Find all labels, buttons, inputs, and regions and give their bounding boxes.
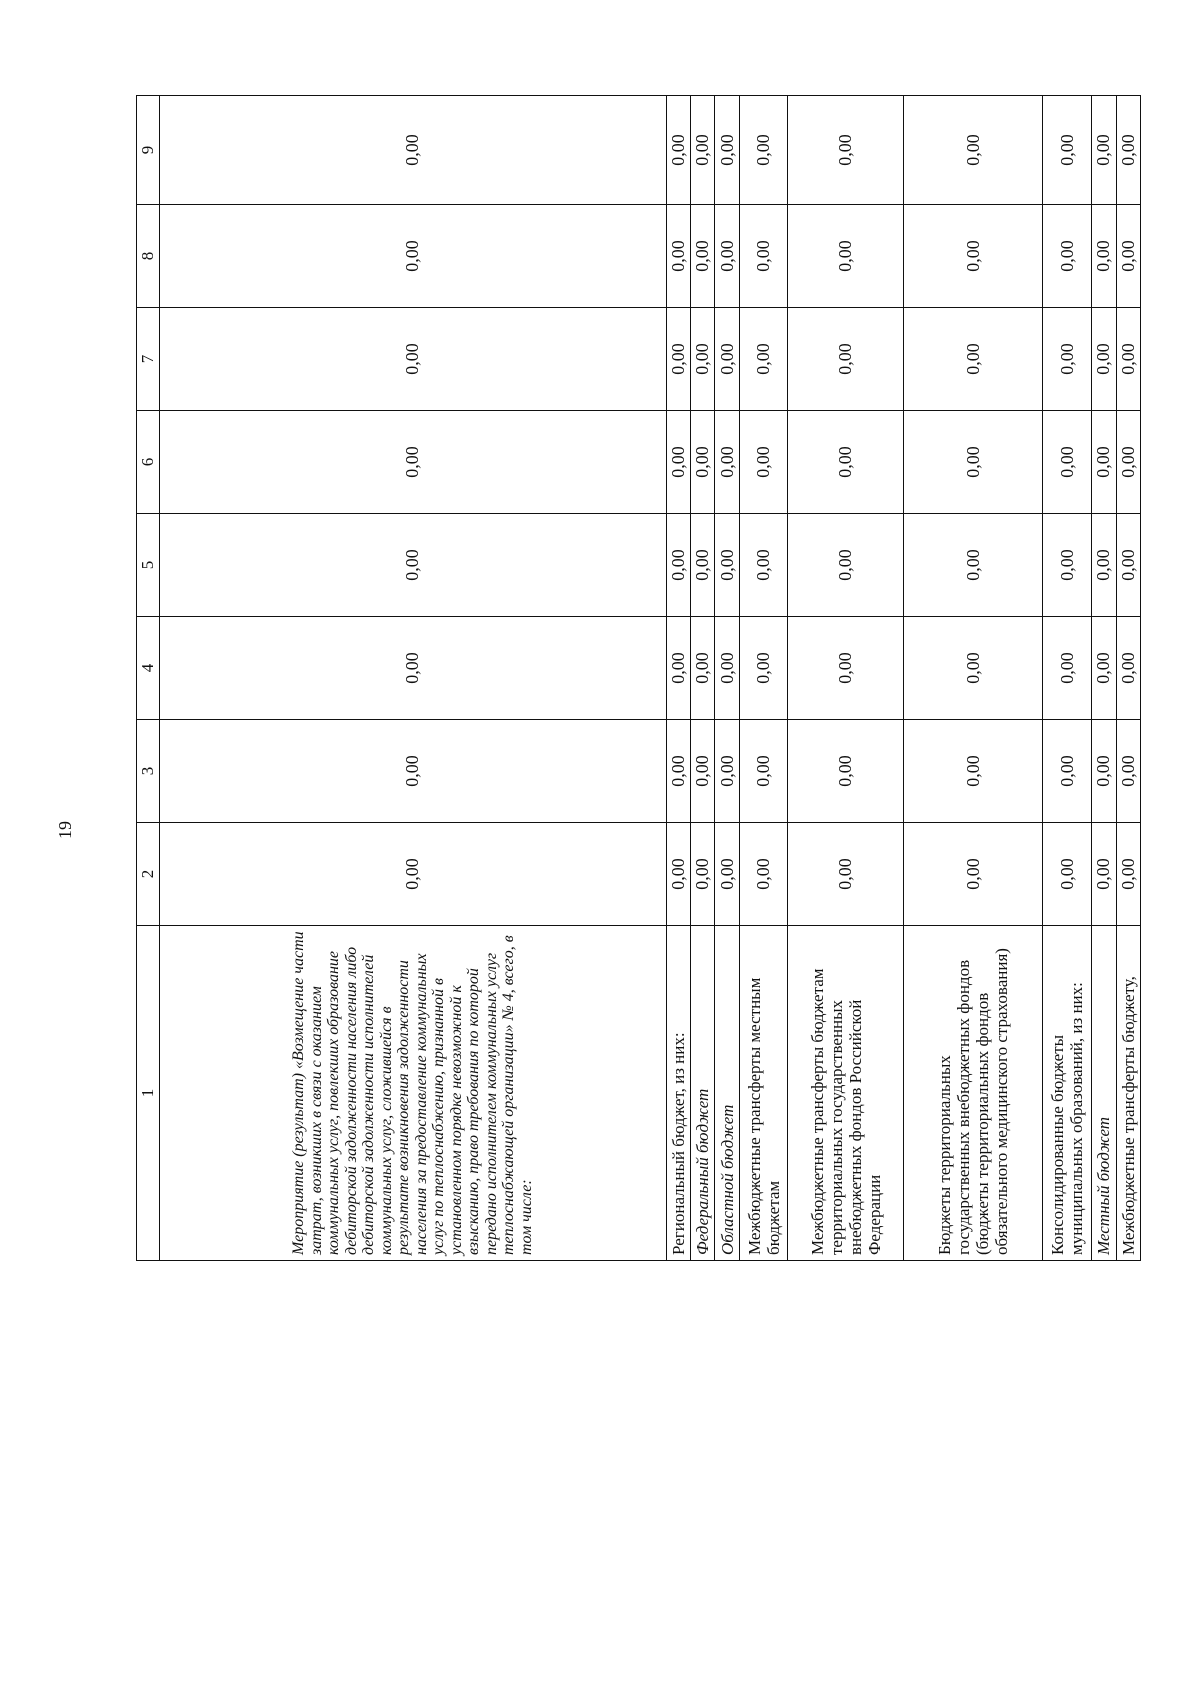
row-value: 0,00 bbox=[666, 308, 690, 411]
row-value: 0,00 bbox=[1116, 411, 1140, 514]
row-value: 0,00 bbox=[788, 411, 903, 514]
table-row bbox=[788, 96, 903, 1261]
row-value: 0,00 bbox=[666, 514, 690, 617]
row-value: 0,00 bbox=[903, 823, 1043, 926]
row-value: 0,00 bbox=[788, 720, 903, 823]
row-value: 0,00 bbox=[666, 617, 690, 720]
row-value: 0,00 bbox=[739, 308, 788, 411]
row-value: 0,00 bbox=[666, 96, 690, 205]
row-value: 0,00 bbox=[1092, 411, 1116, 514]
rotated-table-wrapper bbox=[136, 96, 1141, 1261]
header-row bbox=[137, 96, 160, 1261]
row-value: 0,00 bbox=[903, 617, 1043, 720]
row-value: 0,00 bbox=[715, 411, 739, 514]
row-value: 0,00 bbox=[903, 308, 1043, 411]
row-value: 0,00 bbox=[1092, 823, 1116, 926]
row-value: 0,00 bbox=[1116, 96, 1140, 205]
row-value: 0,00 bbox=[690, 617, 714, 720]
row-value: 0,00 bbox=[788, 617, 903, 720]
row-value: 0,00 bbox=[1116, 308, 1140, 411]
table-body bbox=[160, 96, 1141, 1261]
row-value: 0,00 bbox=[690, 720, 714, 823]
row-value: 0,00 bbox=[739, 617, 788, 720]
row-name: Местный бюджет bbox=[1092, 926, 1116, 1261]
row-value: 0,00 bbox=[666, 411, 690, 514]
row-value: 0,00 bbox=[1092, 308, 1116, 411]
row-value: 0,00 bbox=[739, 514, 788, 617]
row-value: 0,00 bbox=[666, 720, 690, 823]
row-value: 0,00 bbox=[788, 96, 903, 205]
row-value: 0,00 bbox=[1092, 514, 1116, 617]
row-value: 0,00 bbox=[160, 617, 667, 720]
row-value: 0,00 bbox=[1092, 205, 1116, 308]
row-value: 0,00 bbox=[160, 823, 667, 926]
row-value: 0,00 bbox=[160, 411, 667, 514]
row-value: 0,00 bbox=[666, 823, 690, 926]
row-name: Межбюджетные трансферты местным бюджетам bbox=[739, 926, 788, 1261]
table-row bbox=[666, 96, 690, 1261]
row-value: 0,00 bbox=[160, 205, 667, 308]
row-value: 0,00 bbox=[690, 96, 714, 205]
row-value: 0,00 bbox=[715, 617, 739, 720]
row-value: 0,00 bbox=[715, 720, 739, 823]
row-name: Областной бюджет bbox=[715, 926, 739, 1261]
row-value: 0,00 bbox=[1092, 617, 1116, 720]
row-value: 0,00 bbox=[715, 308, 739, 411]
row-name: Межбюджетные трансферты бюджету, bbox=[1116, 926, 1140, 1261]
row-value: 0,00 bbox=[715, 823, 739, 926]
table-row bbox=[903, 96, 1043, 1261]
row-value: 0,00 bbox=[739, 720, 788, 823]
column-header: 1 bbox=[137, 926, 160, 1261]
row-value: 0,00 bbox=[1043, 96, 1092, 205]
row-value: 0,00 bbox=[903, 720, 1043, 823]
table-row bbox=[1092, 96, 1116, 1261]
row-value: 0,00 bbox=[715, 205, 739, 308]
row-value: 0,00 bbox=[1116, 514, 1140, 617]
row-value: 0,00 bbox=[666, 205, 690, 308]
row-value: 0,00 bbox=[739, 205, 788, 308]
row-value: 0,00 bbox=[690, 411, 714, 514]
row-value: 0,00 bbox=[903, 514, 1043, 617]
row-value: 0,00 bbox=[690, 514, 714, 617]
row-value: 0,00 bbox=[690, 205, 714, 308]
table-row bbox=[1116, 96, 1140, 1261]
budget-table bbox=[136, 95, 1141, 1261]
row-value: 0,00 bbox=[715, 514, 739, 617]
row-value: 0,00 bbox=[1116, 823, 1140, 926]
row-value: 0,00 bbox=[1043, 617, 1092, 720]
column-header: 9 bbox=[137, 96, 160, 205]
row-value: 0,00 bbox=[739, 96, 788, 205]
column-header: 2 bbox=[137, 823, 160, 926]
row-value: 0,00 bbox=[715, 96, 739, 205]
column-header: 5 bbox=[137, 514, 160, 617]
row-value: 0,00 bbox=[160, 720, 667, 823]
row-name: Федеральный бюджет bbox=[690, 926, 714, 1261]
table-row bbox=[160, 96, 667, 1261]
table-row bbox=[690, 96, 714, 1261]
row-value: 0,00 bbox=[903, 96, 1043, 205]
row-value: 0,00 bbox=[788, 514, 903, 617]
row-value: 0,00 bbox=[1043, 720, 1092, 823]
row-name: Межбюджетные трансферты бюджетам территориальных государственных внебюджетных фондов Российской Федерации bbox=[788, 926, 903, 1261]
column-header: 6 bbox=[137, 411, 160, 514]
row-value: 0,00 bbox=[1043, 411, 1092, 514]
row-value: 0,00 bbox=[160, 514, 667, 617]
row-name: Мероприятие (результат) «Возмещение части затрат, возникших в связи с оказанием коммунальных услуг, повлекших образование дебиторской задолженности населения либо дебиторской задолженности исполнителей коммунальных услуг, сложившейся в результате возникновения задолженности населения за предоставление коммунальных услуг по теплоснабжению, признанной в установленном порядке невозможной к взысканию, право требования по которой передано исполнителем коммунальных услуг теплоснабжающей организации» № 4, всего, в том числе: bbox=[160, 926, 667, 1261]
row-value: 0,00 bbox=[1116, 205, 1140, 308]
row-value: 0,00 bbox=[1116, 720, 1140, 823]
column-header: 4 bbox=[137, 617, 160, 720]
page-number: 19 bbox=[55, 821, 75, 839]
row-value: 0,00 bbox=[788, 205, 903, 308]
row-value: 0,00 bbox=[788, 308, 903, 411]
row-value: 0,00 bbox=[1092, 96, 1116, 205]
row-value: 0,00 bbox=[1116, 617, 1140, 720]
row-value: 0,00 bbox=[1043, 308, 1092, 411]
row-value: 0,00 bbox=[903, 205, 1043, 308]
column-header: 3 bbox=[137, 720, 160, 823]
row-value: 0,00 bbox=[690, 308, 714, 411]
table-row bbox=[715, 96, 739, 1261]
row-value: 0,00 bbox=[788, 823, 903, 926]
column-header: 8 bbox=[137, 205, 160, 308]
row-value: 0,00 bbox=[1043, 823, 1092, 926]
row-value: 0,00 bbox=[160, 308, 667, 411]
row-name: Бюджеты территориальных государственных внебюджетных фондов (бюджеты территориальных фондов обязательного медицинского страхования) bbox=[903, 926, 1043, 1261]
table-row bbox=[739, 96, 788, 1261]
row-name: Региональный бюджет, из них: bbox=[666, 926, 690, 1261]
row-value: 0,00 bbox=[690, 823, 714, 926]
row-value: 0,00 bbox=[903, 411, 1043, 514]
row-value: 0,00 bbox=[739, 411, 788, 514]
row-value: 0,00 bbox=[1043, 514, 1092, 617]
row-value: 0,00 bbox=[160, 96, 667, 205]
row-value: 0,00 bbox=[1092, 720, 1116, 823]
row-value: 0,00 bbox=[1043, 205, 1092, 308]
row-name: Консолидированные бюджеты муниципальных образований, из них: bbox=[1043, 926, 1092, 1261]
row-value: 0,00 bbox=[739, 823, 788, 926]
table-row bbox=[1043, 96, 1092, 1261]
column-header: 7 bbox=[137, 308, 160, 411]
